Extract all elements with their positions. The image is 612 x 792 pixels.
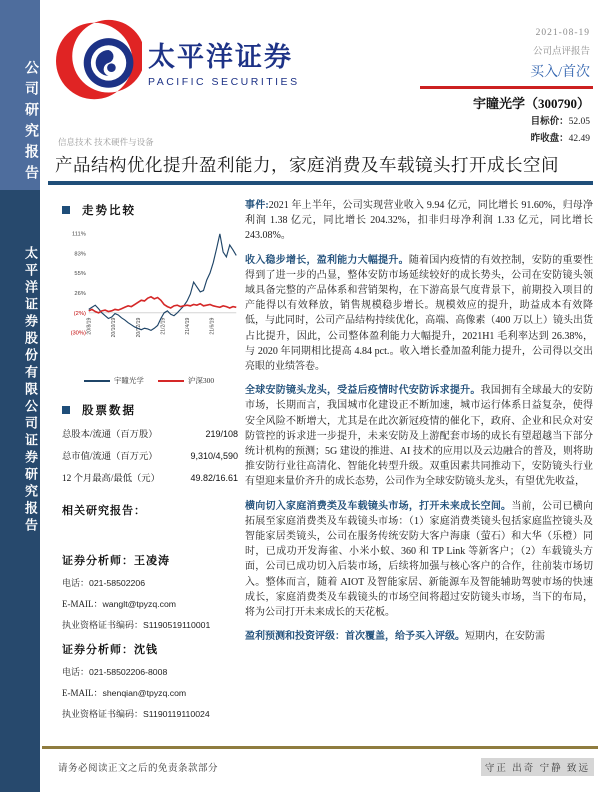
trend-chart	[60, 224, 238, 386]
svg-text:83%: 83%	[74, 251, 86, 258]
brand-name-en: PACIFIC SECURITIES	[148, 75, 300, 88]
cert-value: S1190119110024	[143, 709, 210, 719]
analyst-name: 证券分析师：王凌涛	[62, 555, 170, 567]
svg-text:20/10/19: 20/10/19	[111, 317, 118, 338]
table-row	[62, 422, 238, 444]
svg-text:20/8/19: 20/8/19	[86, 317, 93, 335]
left-sidebar	[0, 0, 40, 792]
legend-index-label: 沪深300	[187, 376, 215, 385]
report-date: 2021-08-19	[535, 28, 590, 38]
square-bullet-icon	[62, 406, 70, 414]
page-footer	[58, 758, 594, 776]
pacific-securities-logo-icon	[56, 18, 142, 104]
target-price-value: 52.05	[568, 117, 590, 127]
stock-row-value: 9,310/4,590	[190, 451, 238, 461]
phone-label: 电话：	[62, 667, 90, 677]
body-paragraph	[245, 253, 593, 375]
svg-text:21/2/19: 21/2/19	[160, 317, 167, 335]
trend-section-title: 走势比较	[82, 205, 136, 217]
stock-row-label: 12 个月最高/最低（元）	[62, 474, 160, 484]
legend-item-company	[84, 375, 144, 386]
report-type: 公司点评报告	[532, 47, 590, 57]
svg-text:(2%): (2%)	[73, 310, 86, 317]
paragraph-text: 我国拥有全球最大的安防市场，长期而言，我国城市化建设正不断加速，城市运行体系日益复杂，使得安全风险不断增大，尤其是在此次新冠疫情的催化下，政府、企业和民众对安防管控的诉求进一步提升，未来安防及上游配套市场的成长有望超越当下部分统计机构的预测；5G 建设的推进、AI 技术的应用以及云边融合的普及，则将助推安防行业往高清化、智能化转型升级。双重因素共同推动下，安防镜头行业有望迎来量价齐升的成长态势，公司作为全球安防镜头龙头，有望优先收益，	[245, 385, 594, 488]
svg-text:55%: 55%	[74, 270, 86, 277]
svg-text:20/12/19: 20/12/19	[135, 317, 142, 338]
left-column	[48, 196, 238, 720]
cert-value: S1190519110001	[143, 620, 211, 630]
prev-close-value: 42.49	[568, 134, 590, 144]
svg-text:26%: 26%	[74, 291, 86, 298]
prev-close-row	[531, 130, 590, 144]
stock-row-value: 219/108	[205, 429, 238, 439]
paragraph-text: 2021 年上半年，公司实现营业收入 9.94 亿元，同比增长 91.60%，归母净利润 1.38 亿元，同比增长 204.32%，扣非归母净利润 1.33 亿元，同比增长 243.08%。	[245, 200, 593, 242]
analyst-block	[62, 552, 238, 720]
stock-section-header	[62, 402, 238, 418]
company-line-swatch-icon	[84, 380, 110, 382]
brand-name-cn: 太平洋证券	[148, 41, 293, 72]
report-title: 产品结构优化提升盈利能力，家庭消费及车载镜头打开成长空间	[55, 155, 559, 175]
square-bullet-icon	[62, 206, 70, 214]
paragraph-lead: 横向切入家庭消费类及车载镜头市场，打开未来成长空间。	[245, 500, 512, 512]
company-name-code: 宇瞳光学（300790）	[472, 96, 590, 111]
title-divider-rule	[48, 181, 593, 185]
svg-text:21/6/19: 21/6/19	[209, 317, 216, 335]
phone-value: 021-58502206-8008	[89, 667, 168, 677]
email-label: E-MAIL：	[62, 688, 103, 698]
body-column	[245, 198, 593, 653]
stock-row-label: 总市值/流通（百万元）	[62, 452, 158, 462]
company-motto: 守正 出奇 宁静 致远	[481, 758, 594, 776]
chart-legend	[60, 375, 238, 386]
index-line-swatch-icon	[158, 380, 184, 382]
target-price-label: 目标价：	[530, 117, 569, 127]
trend-chart-svg	[60, 224, 242, 372]
legend-item-index	[158, 375, 214, 386]
svg-text:21/4/19: 21/4/19	[184, 317, 191, 335]
paragraph-lead: 收入稳步增长，盈利能力大幅提升。	[245, 254, 409, 266]
paragraph-lead: 全球安防镜头龙头，受益后疫情时代安防诉求提升。	[245, 385, 481, 397]
body-paragraph	[245, 383, 593, 489]
sidebar-report-type-vertical: 公司研究报告	[23, 60, 38, 186]
body-paragraph	[245, 198, 593, 244]
svg-text:(30%): (30%)	[70, 330, 86, 337]
stock-row-label: 总股本/流通（百万股）	[62, 430, 158, 440]
prev-close-label: 昨收盘：	[530, 134, 569, 144]
table-row	[62, 466, 238, 488]
paragraph-text: 短期内，在安防需	[465, 631, 545, 643]
analyst-email-row	[62, 597, 238, 610]
cert-label: 执业资格证书编码：	[62, 620, 144, 630]
analyst-phone-row	[62, 665, 238, 678]
trend-section-header	[62, 202, 238, 218]
legend-company-label: 宇瞳光学	[113, 376, 144, 385]
table-row	[62, 444, 238, 466]
related-reports-title: 相关研究报告：	[62, 505, 146, 517]
stock-data-table	[62, 422, 238, 488]
analyst-email-row	[62, 686, 238, 699]
analyst-name: 证券分析师：沈钱	[62, 644, 158, 656]
analyst-phone-row	[62, 576, 238, 589]
brand-logo	[56, 18, 300, 104]
rating-underline-rule	[420, 86, 593, 89]
cert-label: 执业资格证书编码：	[62, 709, 144, 719]
paragraph-text: 随着国内疫情的有效控制，安防的重要性得到了进一步的凸显，整体安防市场延续较好的成长势头，公司在安防镜头领域具备完整的产品体系和营销架构，在下游高景气度背景下，前期投入项目的产能得以有效释放，销售规模稳步增长。规模效应的提升，助益成本有效降低，与此同时，公司产品结构持续优化，高端、高像素（400 万以上）镜头出货占比提升，因此，公司整体盈利能力大幅提升，2021H1 毛利率达到 26.38%，与 2020 年同期相比提高 4.84 pct.。收入增长叠加盈利能力提升，公司得以交出亮眼的业绩答卷。	[245, 254, 594, 373]
rating-badge: 买入/首次	[530, 65, 590, 80]
sidebar-company-name-vertical: 太平洋证券股份有限公司证券研究报告	[23, 245, 38, 535]
footer-divider-rule	[42, 746, 598, 749]
phone-value: 021-58502206	[89, 578, 146, 588]
email-value: wanglt@tpyzq.com	[102, 599, 177, 609]
body-paragraph	[245, 499, 593, 621]
industry-breadcrumb: 信息技术 技术硬件与设备	[58, 137, 154, 147]
body-paragraph	[245, 629, 593, 644]
disclaimer-text: 请务必阅读正文之后的免责条款部分	[58, 764, 219, 774]
paragraph-lead: 事件:	[245, 200, 269, 211]
stock-section-title: 股票数据	[82, 405, 136, 417]
paragraph-text: 当前，公司已横向拓展至家庭消费类及车载镜头市场：（1）家庭消费类镜头包括家庭监控镜头及智能家居类镜头，公司在服务传统安防大客户海康（萤石）和大华（乐橙）同时，已成功开发海雀、小米小蚁、360 和 TP Link 等新客户；（2）车载镜头方面，公司已成功切入后装市场，后续将加强与核心客户的合作，往前装市场切入。整体而言，随着 AIOT 及智能家居、新能源车及智能辅助驾驶市场的快速成长，家庭消费类及车载镜头的市场空间将超过安防镜头市场，当下的布局，将为公司打开未来成长的天花板。	[245, 500, 594, 619]
svg-text:111%: 111%	[72, 231, 86, 238]
paragraph-lead: 盈利预测和投资评级：首次覆盖，给予买入评级。	[245, 631, 465, 643]
phone-label: 电话：	[62, 578, 90, 588]
analyst-cert-row	[62, 618, 238, 631]
email-value: shenqian@tpyzq.com	[102, 688, 187, 698]
email-label: E-MAIL：	[62, 599, 103, 609]
header-meta	[530, 28, 590, 81]
target-price-row	[531, 113, 590, 127]
analyst-cert-row	[62, 707, 238, 720]
brand-text	[148, 35, 300, 88]
stock-row-value: 49.82/16.61	[190, 473, 238, 483]
